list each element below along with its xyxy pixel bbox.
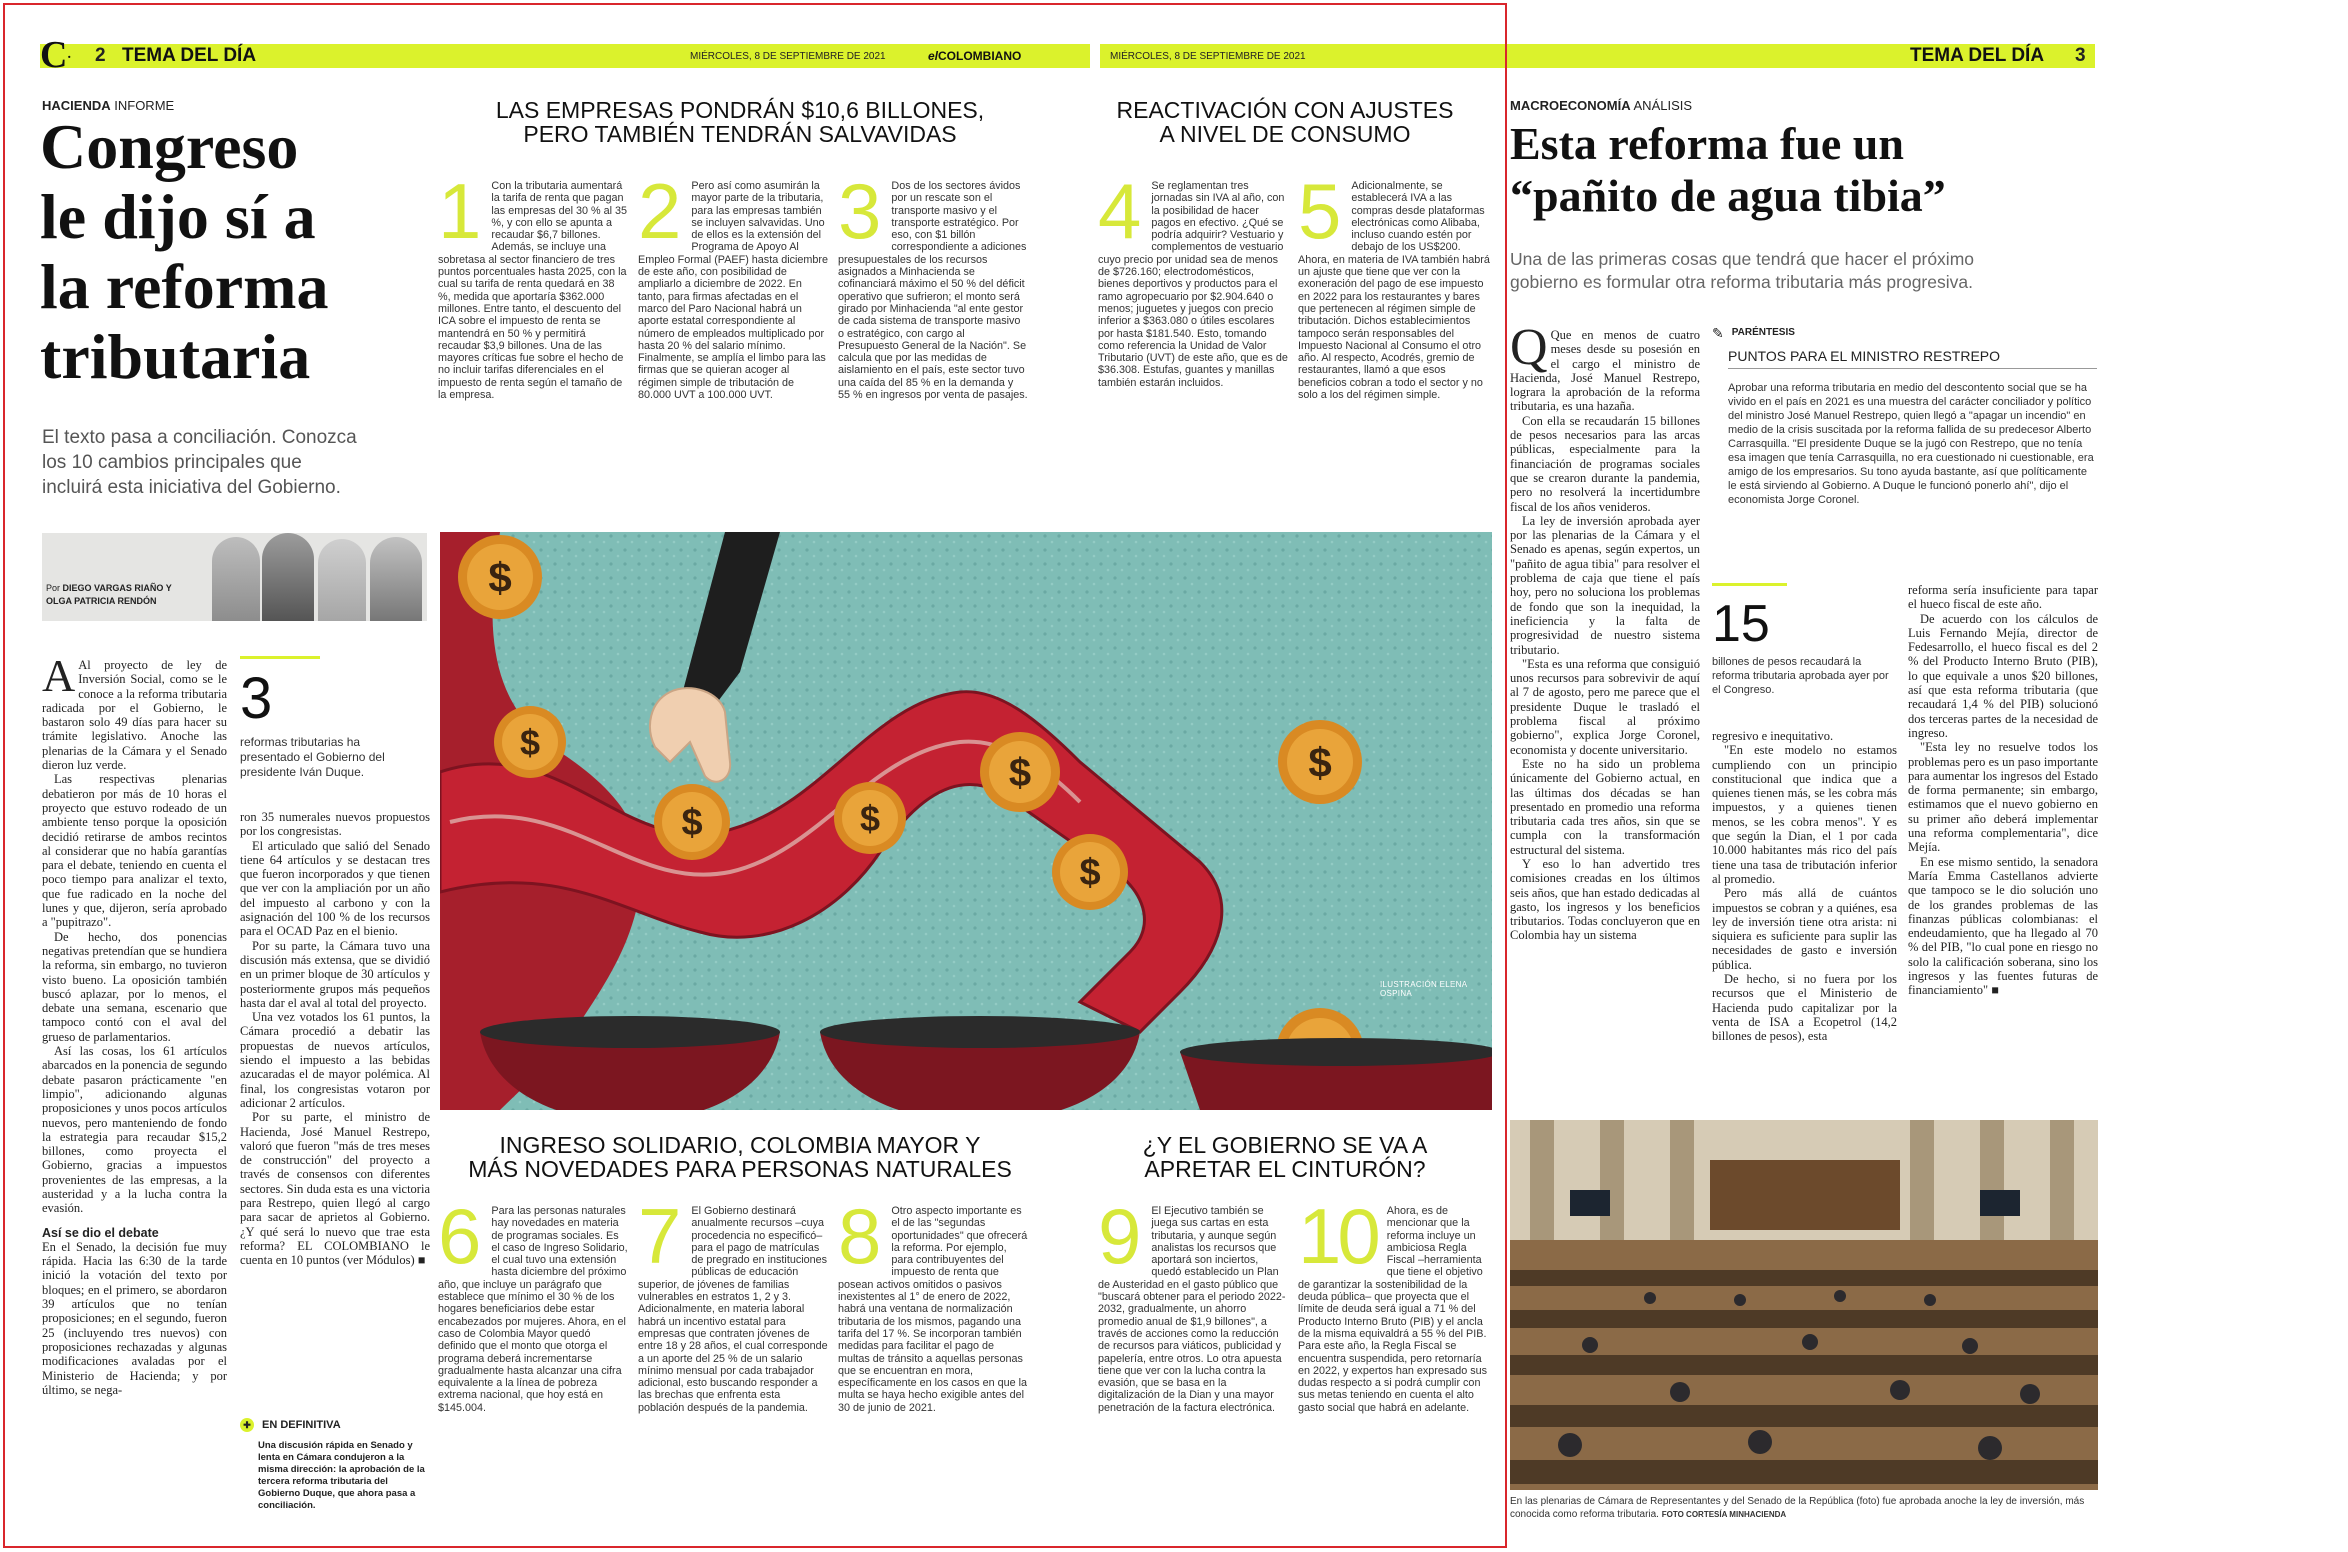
stat-number: 3	[240, 666, 273, 731]
analysis-stat-text: billones de pesos recaudará la reforma tributaria aprobada ayer por el Congreso.	[1712, 656, 1889, 696]
headline-line: la reforma	[40, 251, 329, 322]
paragraph: El articulado que salió del Senado tiene 64 artículos y se destacan tres que fueron incorporados y que tienen que ver con la ampliación por un año del impuesto al carbono y con la asignación del 100 % de los recursos para el OCAD Paz en el bienio.	[240, 838, 430, 939]
byline-author-2: OLGA PATRICIA RENDÓN	[46, 596, 157, 606]
module-title-government	[1080, 1133, 1490, 1181]
photo-caption	[1510, 1495, 2098, 1521]
caption-text: En las plenarias de Cámara de Representantes y del Senado de la República (foto) fue aprobada anoche la ley de inversión, más conocida como reforma tributaria.	[1510, 1496, 2085, 1520]
analysis-column-1	[1510, 319, 1700, 943]
paragraph	[42, 650, 227, 773]
deck-line: los 10 cambios principales que	[42, 452, 302, 473]
analysis-stat-rule	[1712, 583, 1787, 586]
module-title-line: ¿Y EL GOBIERNO SE VA A	[1142, 1132, 1428, 1158]
analysis-column-3	[1908, 583, 2098, 998]
stat-text: reformas tributarias ha presentado el Gobierno del presidente Iván Duque.	[240, 735, 385, 779]
analysis-kicker-bold: MACROECONOMÍA	[1510, 98, 1631, 113]
analysis-column-2	[1712, 729, 1897, 1044]
item-text: Dos de los sectores ávidos por un rescate son el transporte masivo y el transporte estratégico. Por eso, con $1 billón correspondiente a adiciones presupuestales de los recursos asignados a Minhacienda se cofinanciará máximo el 50 % del déficit operativo que sufrieron; el monto será girado por Minhacienda "al ente gestor de cada sistema de transporte masivo o estratégico, con cargo al Presupuesto General de la Nación". Se calcula que por las medidas de aislamiento en el país, este sector tuvo una caída del 85 % en la demanda y 55 % en ingresos por venta de pasajes.	[838, 180, 1028, 402]
paragraph: Una vez votados los 61 puntos, la Cámara procedió a debatir las propuestas de nuevos artículos, siendo el impuesto a las bebidas azucaradas el de mayor polémica. Al final, los congresistas votaron por adicionar 2 artículos.	[240, 1010, 430, 1110]
paragraph: Así las cosas, los 61 artículos abarcados en la ponencia de segundo debate pasaron prácticamente "en limpio", adicionando algunas proposiciones y unos pocos artículos nuevos, pero manteniendo de fondo la estrategia para recaudar $15,2 billones, como proyecta el Gobierno, gracias a impuestos provenientes de las empresas, a la austeridad y a la lucha contra la evasión.	[42, 1044, 227, 1216]
page-number-right: 3	[2075, 45, 2086, 66]
module-title-people	[445, 1133, 1035, 1181]
headline-line: Esta reforma fue un	[1510, 118, 1904, 169]
svg-text:$: $	[1308, 739, 1332, 786]
paragraph-text: Que en menos de cuatro meses desde su posesión en el cargo el ministro de Hacienda, José Manuel Restrepo, lograra la aprobación de la reforma tributaria, es una hazaña.	[1510, 328, 1700, 414]
paragraph: reforma sería insuficiente para tapar el hueco fiscal de este año.	[1908, 583, 2098, 612]
paragraph-text: Al proyecto de ley de Inversión Social, como se le conoce a la reforma tributaria radicada por el Gobierno, le bastaron solo 49 días para hacer su trámite legislativo. Anoche las plenarias de la Cámara y el Senado dieron luz verde.	[42, 658, 227, 773]
item-text: Para las personas naturales hay novedades en materia de programas sociales. Es el caso de Ingreso Solidario, el cual tuvo una extensión hasta diciembre del próximo año, que incluye un parágrafo que establece que mínimo el 30 % de los hogares beneficiarios debe estar encabezados por mujeres. Ahora, en el caso de Colombia Mayor quedó definido que el monto que otorga el programa deberá incrementarse gradualmente hasta alcanzar una cifra equivalente a la línea de pobreza extrema nacional, que hoy está en $145.004.	[438, 1205, 628, 1414]
illustration	[440, 532, 1492, 1110]
arrows-icon: ✚	[240, 1418, 254, 1432]
congress-photo	[1510, 1120, 2098, 1490]
parenthesis-box	[1712, 326, 2097, 507]
svg-text:$: $	[488, 554, 512, 601]
module-title-line: INGRESO SOLIDARIO, COLOMBIA MAYOR Y	[499, 1132, 981, 1158]
body-column-1	[42, 650, 227, 1397]
author-box	[42, 533, 427, 621]
headline-line: tributaria	[40, 321, 311, 392]
author-photo-3	[318, 539, 366, 621]
module-title-line: LAS EMPRESAS PONDRÁN $10,6 BILLONES,	[495, 97, 985, 123]
body-column-2	[240, 810, 430, 1268]
item-text: Pero así como asumirán la mayor parte de la tributaria, para las empresas también se incluyen salvavidas. Uno de ellos es la extensión del Programa de Apoyo Al Empleo Formal (PAEF) hasta diciembre de este año, con posibilidad de ampliarlo a diciembre de 2022. En tanto, para firmas afectadas en el marco del Paro Nacional habrá un aporte estatal correspondiente al número de empleados multiplicado por hasta 20 % del salario mínimo. Finalmente, se amplía el limbo para las firmas que se quieran acoger al régimen simple de tributación de 80.000 UVT a 100.000 UVT.	[638, 180, 829, 402]
module-item-8	[838, 1192, 1028, 1414]
module-title-line: A NIVEL DE CONSUMO	[1159, 121, 1411, 147]
module-item-9	[1098, 1192, 1288, 1414]
parenthesis-label-row	[1712, 326, 2097, 340]
item-text: Adicionalmente, se establecerá IVA a las compras desde plataformas electrónicas como Alibaba, incluso cuando estén por debajo de los US$200. Ahora, en materia de IVA también habrá un ajuste que tiene que ver con la exoneración del pago de ese impuesto en 2022 para los restaurantes y bares que pertenecen al régimen simple de tributación. Dichos establecimientos tampoco serán responsables del Impuesto Nacional al Consumo el otro año. Al respecto, Acodrés, gremio de restaurantes, llamó a que esos beneficios cobran a todo el sector y no solo a los del régimen simple.	[1298, 180, 1490, 402]
svg-text:$: $	[859, 798, 881, 839]
item-number: 10	[1298, 1192, 1377, 1280]
paragraph: Las respectivas plenarias debatieron por más de 10 horas el proyecto que estuvo rodeado de un ambiente tenso porque la oposición decidió retirarse de ambos recintos al considerar que no había garantías para el debate, teniendo en cuenta el poco tiempo para analizar el texto, que fue radicado en la noche del lunes y que, dijeron, sería aprobado a "pupitrazo".	[42, 772, 227, 930]
module-item-5	[1298, 167, 1490, 402]
parenthesis-text: Aprobar una reforma tributaria en medio del descontento social que se ha vivido en el país en 2021 es una muestra del carácter conciliador y político del ministro José Manuel Restrepo, quien llegó a "apagar un incendio" en medio de la crisis suscitada por la reforma fallida de su predecesor Alberto Carrasquilla. "El presidente Duque se la jugó con Restrepo, que no tenía esa imagen que tenía Carrasquilla, no era cuestionado ni cuestionable, era amigo de los empresarios. Su tono ayuda bastante, así que políticamente le está sirviendo al Gobierno. A Duque le funcionó ponerlo ahí", dijo el economista Jorge Coronel.	[1728, 382, 2094, 506]
paragraph: "Esta ley no resuelve todos los problemas pero es un paso importante para aumentar los ingresos del Estado de forma permanente; sin embargo, estimamos que el nuevo gobierno en su primer año deberá implementar una reforma complementaria", dice Mejía.	[1908, 740, 2098, 855]
byline-prefix: Por	[46, 583, 61, 593]
svg-text:$: $	[1079, 852, 1101, 894]
headline-line: “pañito de agua tibia”	[1510, 170, 1946, 221]
paragraph	[1510, 319, 1700, 414]
paragraph: Y eso lo han advertido tres comisiones creadas en los últimos seis años, que han estado dedicadas al gasto, los ingresos y los beneficios tributarios. Todas concluyeron que en Colombia hay un sistema	[1510, 856, 1700, 943]
item-number: 4	[1098, 167, 1142, 255]
item-text: El Ejecutivo también se juega sus cartas en esta tributaria, y aunque según analistas los recursos que aportará son inciertos, quedó establecido un Plan de Austeridad en el gasto público que "buscará obtener para el periodo 2022-2032, gradualmente, un ahorro promedio anual de $1,9 billones", a través de acciones como la reducción de recursos para viáticos, publicidad y papelería, entre otros. Lo otra apuesta tiene que ver con la lucha contra la evasión, que se basa en la digitalización de la Dian y una mayor penetración de la factura electrónica.	[1098, 1205, 1286, 1414]
sidebar-text: Una discusión rápida en Senado y lenta en Cámara condujeron a la misma dirección: la aprobación de la tercera reforma tributaria del Gobierno Duque, que ahora pasa a conciliación.	[258, 1440, 425, 1511]
item-number: 5	[1298, 167, 1342, 255]
headline-line: le dijo sí a	[40, 181, 316, 252]
drop-cap: A	[42, 650, 76, 701]
svg-text:$: $	[519, 722, 541, 763]
svg-text:$: $	[1008, 751, 1032, 795]
logo-icon: C.	[40, 34, 71, 76]
item-text: Ahora, es de mencionar que la reforma incluye un ambiciosa Regla Fiscal –herramienta que tiene el objetivo de garantizar la sostenibilidad de la deuda pública– que proyecta que el límite de deuda será igual a 71 % del Producto Interno Bruto (PIB) y el ancla de la misma equivaldrá a 55 % del PIB. Para este año, la Regla Fiscal se encuentra suspendida, pero retornaría en 2022, y expertos han expresado sus dudas respecto a si podrá cumplir con sus metas teniendo en cuenta el alto gasto social que habrá en adelante.	[1298, 1205, 1488, 1414]
paragraph: regresivo e inequitativo.	[1712, 729, 1834, 743]
photo-credit: FOTO CORTESÍA MINHACIENDA	[1661, 1510, 1787, 1519]
brand-prefix: el	[928, 49, 939, 63]
paragraph: En el Senado, la decisión fue muy rápida. Hacia las 6:30 de la tarde inició la votación del texto por bloques; en el primero, se abordaron 39 artículos que no tenían proposiciones; en el segundo, fueron 25 (incluyendo tres nuevos) con proposiciones rechazadas y algunas modificaciones avaladas por el Ministerio de Hacienda; y por último, se nega-	[42, 1239, 227, 1397]
analysis-stat-number: 15	[1712, 595, 1770, 653]
module-item-1	[438, 167, 628, 402]
paragraph: Este no ha sido un problema únicamente del Gobierno actual, en las últimas dos décadas se han presentado en promedio una reforma tributaria cada tres años, sin que se cumpla con la transformación estructural del sistema.	[1510, 756, 1700, 857]
illustration-svg	[440, 532, 1492, 1110]
author-photo-2	[262, 533, 314, 621]
module-title-line: MÁS NOVEDADES PARA PERSONAS NATURALES	[468, 1156, 1012, 1182]
section-label-left: TEMA DEL DÍA	[122, 45, 257, 66]
parenthesis-label: PARÉNTESIS	[1731, 327, 1795, 338]
subhead: Así se dio el debate	[42, 1225, 159, 1240]
paragraph: En ese mismo sentido, la senadora María Emma Castellanos advierte que tampoco se le dio solución uno de los grandes problemas de las finanzas públicas colombianas: el endeudamiento, que ha llegado al 70 % del PIB, "lo cual pone en riesgo no solo la calificación soberana, sino los ingresos y las fuentes futuras de financiamiento" ■	[1908, 854, 2098, 998]
kicker-bold: HACIENDA	[42, 98, 111, 113]
deck-line: gobierno es formular otra reforma tributaria más progresiva.	[1510, 272, 1973, 292]
main-deck	[42, 425, 442, 500]
svg-text:$: $	[681, 802, 703, 844]
author-photo-4	[370, 537, 422, 621]
module-item-7	[638, 1192, 828, 1414]
module-title-line: REACTIVACIÓN CON AJUSTES	[1116, 97, 1454, 123]
byline	[46, 582, 172, 608]
paragraph: Por su parte, la Cámara tuvo una discusión más extensa, que se dividió en un primer bloque de 30 artículos y posteriormente grupos más pequeños hasta dar el aval al total del proyecto.	[240, 938, 430, 1010]
pen-icon: ✎	[1712, 325, 1724, 341]
page-number-left: 2	[95, 45, 106, 66]
item-text: Con la tributaria aumentará la tarifa de renta que pagan las empresas del 30 % al 35 %, y con ello se apunta a recaudar $6,7 billones. Además, se incluye una sobretasa al sector financiero de tres puntos porcentuales hasta 2025, con la cual su tarifa de renta quedará en 38 %, medida que aportaría $362.000 millones. Entre tanto, el descuento del ICA sobre el impuesto de renta se mantendrá en 50 % y permitirá recaudar $3,9 billones. Una de las mayores críticas fue sobre el hecho de no incluir tarifas diferenciales en el impuesto de renta según el tamaño de la empresa.	[438, 180, 628, 402]
brand-main: COLOMBIANO	[938, 49, 1022, 63]
header-date-left: MIÉRCOLES, 8 DE SEPTIEMBRE DE 2021	[690, 51, 886, 62]
paragraph: De acuerdo con los cálculos de Luis Fernando Mejía, director de Fedesarrollo, el hueco fiscal es del 2 % del Producto Interno Bruto (PIB), lo que equivale a unos $20 billones, así que esta reforma tributaria (que recaudará 1,4 % del PIB) solucionó dos terceras partes de la necesidad de ingreso.	[1908, 611, 2098, 740]
analysis-headline	[1510, 118, 2100, 222]
paragraph: Con ella se recaudarán 15 billones de pesos necesarios para las arcas públicas, especialmente para la financiación de programas sociales que se crearon durante la pandemia, pero no resolverá la incertidumbre fiscal de los años venideros.	[1510, 413, 1700, 514]
paragraph: "En este modelo no estamos cumpliendo con un principio constitucional que indica que a quienes tienen más, se les cobra más impuestos, y a quienes tienen menos, se les cobra menos". Y es que según la Dian, el 1 por cada 10.000 habitantes más rico del país tiene una tasa de tributación inferior al promedio.	[1712, 743, 1897, 886]
module-item-3	[838, 167, 1028, 402]
item-number: 9	[1098, 1192, 1142, 1280]
item-number: 2	[638, 167, 682, 255]
module-title-line: APRETAR EL CINTURÓN?	[1144, 1156, 1426, 1182]
module-item-2	[638, 167, 829, 402]
brand-name	[928, 50, 1021, 63]
module-item-10	[1298, 1192, 1490, 1414]
congress-photo-svg	[1510, 1120, 2098, 1490]
paragraph: De hecho, si no fuera por los recursos que el Ministerio de Hacienda pudo capitalizar por la venta de ISA a Ecopetrol (14,2 billones de pesos), esta	[1712, 972, 1897, 1044]
deck-line: El texto pasa a conciliación. Conozca	[42, 427, 357, 448]
deck-line: Una de las primeras cosas que tendrá que hacer el próximo	[1510, 249, 1974, 269]
item-number: 8	[838, 1192, 882, 1280]
paragraph: ron 35 numerales nuevos propuestos por los congresistas.	[240, 810, 430, 839]
paragraph: Por su parte, el ministro de Hacienda, José Manuel Restrepo, valoró que fueron "más de tres meses de construcción" del proyecto a través de consensos con diferentes sectores. Sin duda esta es una victoria para Restrepo, quien llegó al cargo para sacar de aprietos al Gobierno. ¿Y qué será lo nuevo que trae esta reforma? EL COLOMBIANO le cuenta en 10 puntos (ver Módulos) ■	[240, 1110, 430, 1268]
analysis-kicker-light: ANÁLISIS	[1633, 98, 1693, 113]
item-number: 7	[638, 1192, 682, 1280]
analysis-kicker	[1510, 98, 1692, 113]
item-number: 3	[838, 167, 882, 255]
headline-line: Congreso	[40, 111, 299, 182]
main-headline	[40, 112, 440, 392]
item-number: 6	[438, 1192, 482, 1280]
item-text: Otro aspecto importante es el de las "segundas oportunidades" que ofrecerá la reforma. Por ejemplo, para contribuyentes del impuesto de renta que posean activos omitidos o pasivos inexistentes al 1° de enero de 2022, habrá una ventana de normalización tributaria de los mismos, pagando una tarifa del 17 %. Se incorporan también medidas para facilitar el pago de multas de tránsito a aquellas personas que se encuentran en mora, específicamente en los casos en que la multa se haya hecho exigible antes del 30 de junio de 2021.	[838, 1205, 1028, 1414]
paragraph: De hecho, dos ponencias negativas pretendían que se hundiera la reforma, sin embargo, no tuvieron visto bueno. La oposición también buscó aplazar, por lo menos, el debate una semana, escenario que tampoco contó con el aval del grueso de parlamentarios.	[42, 929, 227, 1044]
header-date-right: MIÉRCOLES, 8 DE SEPTIEMBRE DE 2021	[1110, 51, 1306, 62]
paragraph: "Esta es una reforma que consiguió unos recursos para sobrevivir de aquí al 7 de agosto, pero me parece que el presidente Duque le trasladó el problema fiscal al próximo gobierno", explica Jorge Coronel, economista y docente universitario.	[1510, 656, 1700, 757]
parenthesis-title: PUNTOS PARA EL MINISTRO RESTREPO	[1728, 348, 2097, 369]
module-item-4	[1098, 167, 1288, 389]
analysis-deck	[1510, 248, 2100, 294]
module-title-line: PERO TAMBIÉN TENDRÁN SALVAVIDAS	[523, 121, 957, 147]
paragraph: La ley de inversión aprobada ayer por las plenarias de la Cámara y el Senado es apenas, según expertos, un "pañito de agua tibia" para resolver el problema de caja que tiene el país hoy, pero no soluciona los problemas de fondo que son la inequidad, la ineficiencia y la falta de progresividad de nuestro sistema tributario.	[1510, 513, 1700, 657]
drop-cap: Q	[1510, 319, 1548, 376]
item-number: 1	[438, 167, 482, 255]
sidebar-header	[240, 1418, 430, 1432]
module-title-consumption	[1080, 98, 1490, 146]
module-item-6	[438, 1192, 628, 1414]
stat-rule	[240, 656, 320, 659]
module-title-companies	[445, 98, 1035, 146]
paragraph: Pero más allá de cuántos impuestos se cobran y a quiénes, esa ley de inversión tiene otra arista: ni siquiera es suficiente para suplir las necesidades de gasto e inversión pública.	[1712, 886, 1897, 972]
illustration-credit: ILUSTRACIÓN ELENA OSPINA	[1380, 980, 1467, 998]
item-text: El Gobierno destinará anualmente recursos –cuya procedencia no especificó– para el pago de matrículas de pregrado en instituciones públicas de educación superior, de jóvenes de familias vulnerables en estratos 1, 2 y 3. Adicionalmente, en materia laboral habrá un incentivo estatal para empresas que contraten jóvenes de entre 18 y 28 años, el cual corresponde a un aporte del 25 % de un salario mínimo mensual por cada trabajador adicional, esto buscando responder a las brechas que enfrenta esta población después de la pandemia.	[638, 1205, 828, 1414]
item-text: Se reglamentan tres jornadas sin IVA al año, con la posibilidad de hacer pagos en efectivo. ¿Qué se podría adquirir? Vestuario y complementos de vestuario cuyo precio por unidad sea de menos de $726.160; electrodomésticos, bienes deportivos y productos para el ramo agropecuario por $2.904.640 o menos; juguetes y juegos con precio inferior a $363.080 o útiles escolares por hasta $181.540. Esto, tomando como referencia la Unidad de Valor Tributario (UVT) de este año, que es de $36.308. Estufas, guantes y manillas también estarán incluidos.	[1098, 180, 1288, 389]
author-photo-1	[212, 537, 260, 621]
sidebar-title: EN DEFINITIVA	[262, 1418, 341, 1431]
deck-line: incluirá esta iniciativa del Gobierno.	[42, 477, 341, 498]
sidebar-conclusion	[240, 1418, 430, 1512]
byline-author-1: DIEGO VARGAS RIAÑO Y	[62, 583, 172, 593]
kicker-light: INFORME	[114, 98, 175, 113]
section-label-right: TEMA DEL DÍA	[1910, 45, 2045, 66]
